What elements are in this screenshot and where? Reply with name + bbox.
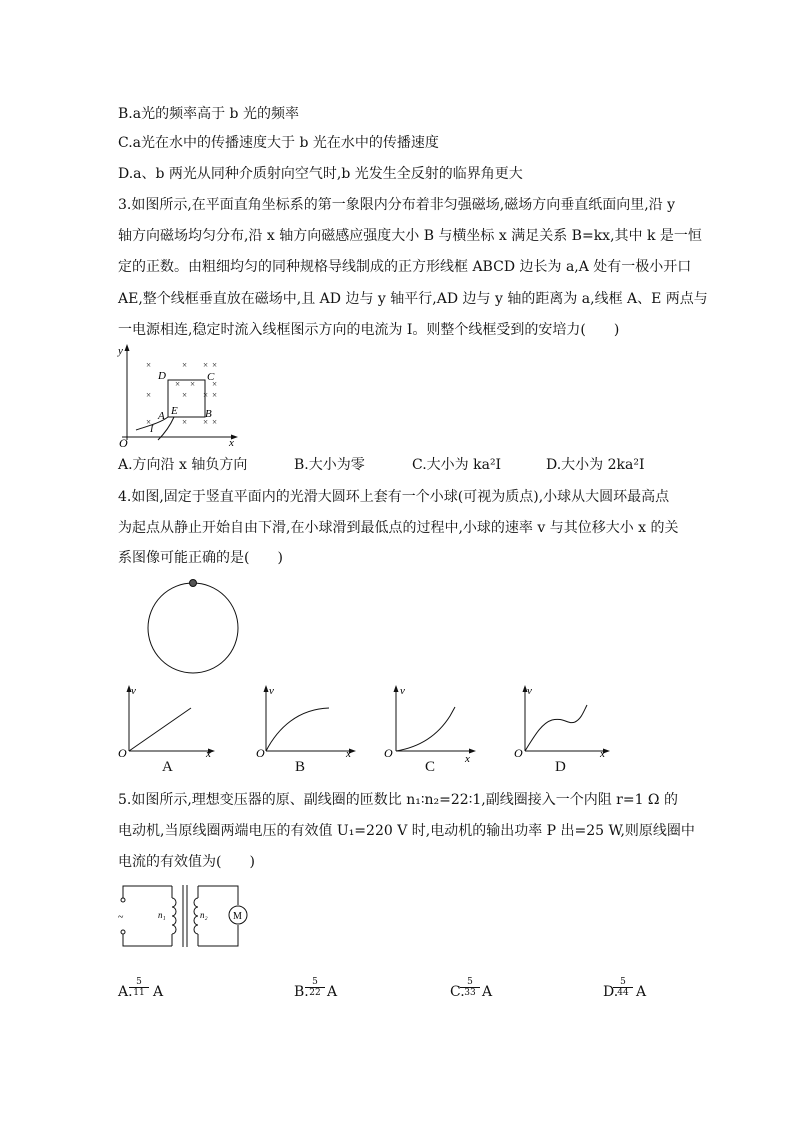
- svg-text:×: ×: [212, 379, 218, 389]
- q3-option-c[interactable]: C.大小为 ka²I: [412, 457, 502, 473]
- graph-c[interactable]: [376, 683, 481, 765]
- svg-text:B: B: [205, 408, 212, 420]
- q5-option-b-fraction: $\frac{5}{22}$: [305, 977, 325, 998]
- graph-a[interactable]: [115, 683, 220, 758]
- svg-text:A: A: [158, 410, 165, 422]
- q5-option-a[interactable]: A.: [118, 984, 133, 1000]
- q5-option-d-fraction: $\frac{5}{44}$: [613, 977, 633, 998]
- svg-text:x: x: [206, 748, 211, 760]
- x-axis-label: x: [229, 437, 234, 449]
- q3-text: 3.如图所示,在平面直角坐标系的第一象限内分布着非匀强磁场,磁场方向垂直纸面向里,沿 y: [118, 197, 676, 213]
- q4-text: 4.如图,固定于竖直平面内的光滑大圆环上套有一个小球(可视为质点),小球从大圆环最高点: [118, 489, 670, 505]
- q3-text: 轴方向磁场均匀分布,沿 x 轴方向磁感应强度大小 B 与横坐标 x 满足关系 B=kx,其中 k 是一恒: [118, 228, 702, 244]
- svg-text:O: O: [514, 746, 523, 760]
- q5-text: 电动机,当原线圈两端电压的有效值 U₁=220 V 时,电动机的输出功率 P 出=25 W,则原线圈中: [118, 823, 695, 839]
- q3-figure: [110, 340, 250, 450]
- origin-label: O: [119, 436, 128, 450]
- ring-figure: [140, 575, 250, 675]
- svg-text:×: ×: [182, 417, 188, 427]
- q5-option-c[interactable]: C.: [450, 984, 465, 1000]
- svg-text:O: O: [384, 746, 393, 760]
- svg-text:E: E: [171, 405, 178, 417]
- q5-text: 电流的有效值为( ): [118, 854, 255, 870]
- q4-text: 系图像可能正确的是( ): [118, 550, 283, 566]
- ball: [190, 580, 197, 587]
- svg-text:v: v: [269, 685, 274, 697]
- svg-text:×: ×: [203, 390, 209, 400]
- svg-text:O: O: [118, 746, 127, 760]
- svg-text:×: ×: [146, 360, 152, 370]
- y-axis-label: y: [118, 345, 123, 357]
- svg-text:×: ×: [146, 390, 152, 400]
- q5-text: 5.如图所示,理想变压器的原、副线圈的匝数比 n₁∶n₂=22∶1,副线圈接入一个内阻 r=1 Ω 的: [118, 792, 678, 808]
- svg-text:C: C: [207, 371, 215, 383]
- q3-option-d[interactable]: D.大小为 2ka²I: [546, 457, 645, 473]
- svg-text:O: O: [256, 746, 265, 760]
- q5-option-c-fraction: $\frac{5}{33}$: [460, 977, 480, 998]
- svg-text:×: ×: [146, 417, 152, 427]
- svg-text:×: ×: [182, 390, 188, 400]
- q3-text: AE,整个线框垂直放在磁场中,且 AD 边与 y 轴平行,AD 边与 y 轴的距离为 a,线框 A、E 两点与: [118, 291, 708, 307]
- graph-a-label: A: [162, 759, 173, 775]
- svg-text:x: x: [346, 748, 351, 760]
- svg-text:x: x: [600, 748, 605, 760]
- svg-text:n₁: n₁: [158, 910, 166, 920]
- graph-b[interactable]: [256, 683, 361, 758]
- graph-d-label: D: [555, 759, 566, 775]
- svg-text:×: ×: [212, 390, 218, 400]
- svg-text:×: ×: [212, 417, 218, 427]
- svg-text:v: v: [131, 685, 136, 697]
- svg-text:~: ~: [118, 912, 124, 923]
- graph-c-label: C: [425, 759, 436, 775]
- graph-b-label: B: [295, 759, 306, 775]
- svg-text:×: ×: [203, 417, 209, 427]
- svg-text:D: D: [158, 370, 166, 382]
- transformer-figure: [112, 880, 262, 952]
- q5-option-d[interactable]: D.: [603, 984, 619, 1000]
- svg-text:×: ×: [190, 379, 196, 389]
- svg-text:×: ×: [212, 360, 218, 370]
- text-line: D.a、b 两光从同种介质射向空气时,b 光发生全反射的临界角更大: [118, 166, 523, 182]
- svg-text:v: v: [400, 685, 405, 697]
- q5-option-a-fraction: $\frac{5}{11}$: [129, 977, 149, 998]
- text-line: B.a光的频率高于 b 光的频率: [118, 106, 299, 122]
- svg-text:n₂: n₂: [200, 910, 208, 920]
- svg-text:x: x: [465, 753, 470, 765]
- svg-text:×: ×: [182, 360, 188, 370]
- svg-text:×: ×: [203, 360, 209, 370]
- graph-d[interactable]: [510, 683, 615, 758]
- q5-option-b[interactable]: B.: [294, 984, 309, 1000]
- q4-text: 为起点从静止开始自由下滑,在小球滑到最低点的过程中,小球的速率 v 与其位移大小 x 的关: [118, 520, 679, 536]
- q3-text: 一电源相连,稳定时流入线框图示方向的电流为 I。则整个线框受到的安培力( ): [118, 322, 620, 338]
- q3-option-b[interactable]: B.大小为零: [294, 457, 365, 473]
- svg-text:×: ×: [175, 379, 181, 389]
- svg-text:v: v: [527, 685, 532, 697]
- q5-option-c-unit: A: [482, 984, 493, 1000]
- text-line: C.a光在水中的传播速度大于 b 光在水中的传播速度: [118, 135, 439, 151]
- q5-option-a-unit: A: [153, 984, 164, 1000]
- q5-option-b-unit: A: [327, 984, 338, 1000]
- q3-text: 定的正数。由粗细均匀的同种规格导线制成的正方形线框 ABCD 边长为 a,A 处有一极小开口: [118, 259, 692, 275]
- q3-option-a[interactable]: A.方向沿 x 轴负方向: [118, 457, 248, 473]
- svg-text:I: I: [150, 424, 154, 435]
- svg-text:M: M: [233, 911, 242, 922]
- q5-option-d-unit: A: [636, 984, 647, 1000]
